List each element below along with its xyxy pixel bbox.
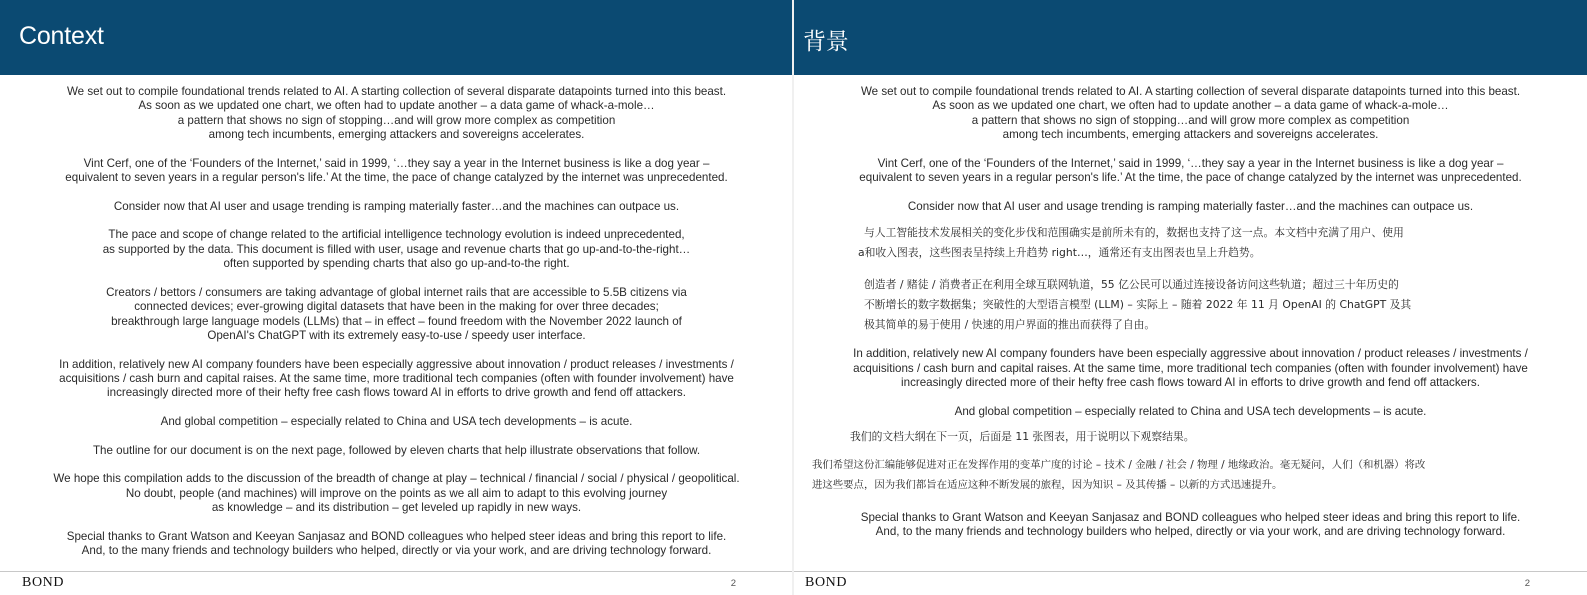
paragraph-hope — [18, 472, 775, 515]
text-line: 不断增长的数字数据集；突破性的大型语言模型 (LLM) – 实际上 – 随着 2022 年 11 月 OpenAI 的 ChatGPT 及其 — [864, 298, 1412, 312]
paragraph-founders — [812, 347, 1569, 390]
text-line: often supported by spending charts that also go up-and-to-the right. — [223, 257, 570, 271]
text-line: The outline for our document is on the next page, followed by eleven charts that help illustrate observations that follow. — [92, 443, 701, 457]
paragraph-competition — [18, 415, 775, 429]
text-line: acquisitions / cash burn and capital raises. At the same time, more traditional tech companies (often with founder involvement) have — [853, 361, 1528, 375]
paragraph-competition — [812, 405, 1569, 419]
text-line: We hope this compilation adds to the discussion of the breadth of change at play – technical / financial / social / physical / geopolitical. — [53, 472, 740, 486]
text-line: In addition, relatively new AI company founders have been especially aggressive about innovation / product releases / investments / — [59, 357, 734, 371]
paragraph-pace-scope — [18, 228, 775, 271]
text-line: Consider now that AI user and usage trending is ramping materially faster…and the machines can outpace us. — [907, 199, 1474, 213]
text-line: breakthrough large language models (LLMs) that – in effect – found freedom with the November 2022 launch of — [111, 314, 682, 328]
text-line: equivalent to seven years in a regular person's life.’ At the time, the pace of change catalyzed by the internet was unprecedented. — [859, 171, 1522, 185]
paragraph-founders — [18, 358, 775, 401]
bond-logo: BOND — [805, 575, 848, 590]
text-line: a pattern that shows no sign of stopping…and will grow more complex as competition — [971, 113, 1410, 127]
text-line: increasingly directed more of their hefty free cash flows toward AI in efforts to drive growth and fend off attackers. — [901, 376, 1480, 390]
text-line: And, to the many friends and technology builders who helped, directly or via your work, and are driving technology forward. — [875, 525, 1506, 539]
paragraph-intro — [18, 85, 775, 143]
page-number: 2 — [1524, 578, 1530, 589]
text-line: a pattern that shows no sign of stopping…and will grow more complex as competition — [177, 113, 616, 127]
text-line: 我们的文档大纲在下一页，后面是 11 张图表，用于说明以下观察结果。 — [850, 430, 1195, 444]
text-line: Special thanks to Grant Watson and Keeyan Sanjasaz and BOND colleagues who helped steer ideas and bring this report to life. — [860, 511, 1521, 525]
body-text — [18, 85, 775, 573]
page-title: Context — [19, 22, 104, 50]
paragraph-creators — [18, 286, 775, 344]
text-line: As soon as we updated one chart, we often had to update another – a data game of whack-a-mole… — [138, 99, 655, 113]
text-line: as knowledge – and its distribution – get leveled up rapidly in new ways. — [211, 501, 582, 515]
paragraph-intro — [812, 85, 1569, 143]
text-line: equivalent to seven years in a regular person's life.’ At the time, the pace of change catalyzed by the internet was unprecedented. — [65, 171, 728, 185]
text-line: Vint Cerf, one of the ‘Founders of the Internet,’ said in 1999, ‘…they say a year in the Internet business is like a dog year – — [83, 156, 710, 170]
text-line: And, to the many friends and technology builders who helped, directly or via your work, and are driving technology forward. — [81, 544, 712, 558]
paragraph-outline-zh — [850, 427, 1529, 447]
paragraph-vint-cerf — [18, 157, 775, 186]
text-line: acquisitions / cash burn and capital raises. At the same time, more traditional tech companies (often with founder involvement) have — [59, 372, 734, 386]
text-line: 极其简单的易于使用 / 快速的用户界面的推出而获得了自由。 — [864, 318, 1156, 332]
text-line: As soon as we updated one chart, we often had to update another – a data game of whack-a-mole… — [932, 99, 1449, 113]
header-bar — [0, 0, 793, 75]
text-line: 创造者 / 赌徒 / 消费者正在利用全球互联网轨道，55 亿公民可以通过连接设备访问这些轨道；超过三十年历史的 — [864, 278, 1399, 292]
bond-logo: BOND — [22, 575, 65, 590]
slide-left — [0, 0, 793, 595]
text-line: as supported by the data. This document is filled with user, usage and revenue charts that go up-and-to-the-right… — [102, 242, 691, 256]
text-line: a和收入图表，这些图表呈持续上升趋势 right…，通常还有支出图表也呈上升趋势。 — [858, 246, 1261, 260]
text-line: And global competition – especially related to China and USA tech developments – is acute. — [160, 415, 633, 429]
text-line: 我们希望这份汇编能够促进对正在发挥作用的变革广度的讨论 – 技术 / 金融 / 社会 / 物理 / 地缘政治。毫无疑问，人们（和机器）将改 — [812, 459, 1426, 472]
text-line: No doubt, people (and machines) will improve on the points as we all aim to adapt to this evolving journey — [125, 486, 668, 500]
header-bar — [794, 0, 1587, 75]
text-line: In addition, relatively new AI company founders have been especially aggressive about innovation / product releases / investments / — [853, 347, 1528, 361]
body-text — [812, 85, 1569, 554]
paragraph-vint-cerf — [812, 157, 1569, 186]
text-line: increasingly directed more of their hefty free cash flows toward AI in efforts to drive growth and fend off attackers. — [107, 386, 686, 400]
text-line: Special thanks to Grant Watson and Keeyan Sanjasaz and BOND colleagues who helped steer ideas and bring this report to life. — [66, 529, 727, 543]
text-line: 与人工智能技术发展相关的变化步伐和范围确实是前所未有的，数据也支持了这一点。本文档中充满了用户、使用 — [864, 226, 1404, 240]
paragraph-outline — [18, 444, 775, 458]
page-number: 2 — [730, 578, 736, 589]
text-line: We set out to compile foundational trends related to AI. A starting collection of several disparate datapoints turned into this beast. — [860, 85, 1521, 98]
slide-right — [794, 0, 1587, 595]
text-line: Vint Cerf, one of the ‘Founders of the Internet,’ said in 1999, ‘…they say a year in the Internet business is like a dog year – — [877, 156, 1504, 170]
text-line: among tech incumbents, emerging attackers and sovereigns accelerates. — [208, 128, 585, 142]
text-line: connected devices; ever-growing digital datasets that have been in the making for over three decades; — [134, 300, 659, 314]
text-line: Consider now that AI user and usage trending is ramping materially faster…and the machines can outpace us. — [113, 199, 680, 213]
text-line: We set out to compile foundational trends related to AI. A starting collection of several disparate datapoints turned into this beast. — [66, 85, 727, 98]
paragraph-ai-ramping — [812, 200, 1569, 214]
text-line: 进这些要点，因为我们都旨在适应这种不断发展的旅程，因为知识 – 及其传播 – 以新的方式迅速提升。 — [812, 479, 1283, 492]
text-line: Creators / bettors / consumers are taking advantage of global internet rails that are accessible to 5.5B citizens via — [106, 285, 687, 299]
text-line: The pace and scope of change related to the artificial intelligence technology evolution is indeed unprecedented, — [108, 228, 685, 242]
paragraph-creators-zh — [864, 275, 1529, 335]
text-line: OpenAI's ChatGPT with its extremely easy-to-use / speedy user interface. — [207, 329, 586, 343]
text-line: among tech incumbents, emerging attackers and sovereigns accelerates. — [1002, 128, 1379, 142]
paragraph-hope-zh — [812, 455, 1569, 495]
page-title: 背景 — [803, 29, 849, 55]
text-line: And global competition – especially related to China and USA tech developments – is acute. — [954, 404, 1427, 418]
footer-divider — [794, 571, 1587, 572]
paragraph-thanks — [18, 530, 775, 559]
paragraph-pace-scope-zh — [858, 223, 1529, 263]
paragraph-thanks — [812, 511, 1569, 540]
paragraph-ai-ramping — [18, 200, 775, 214]
footer-divider — [0, 571, 793, 572]
